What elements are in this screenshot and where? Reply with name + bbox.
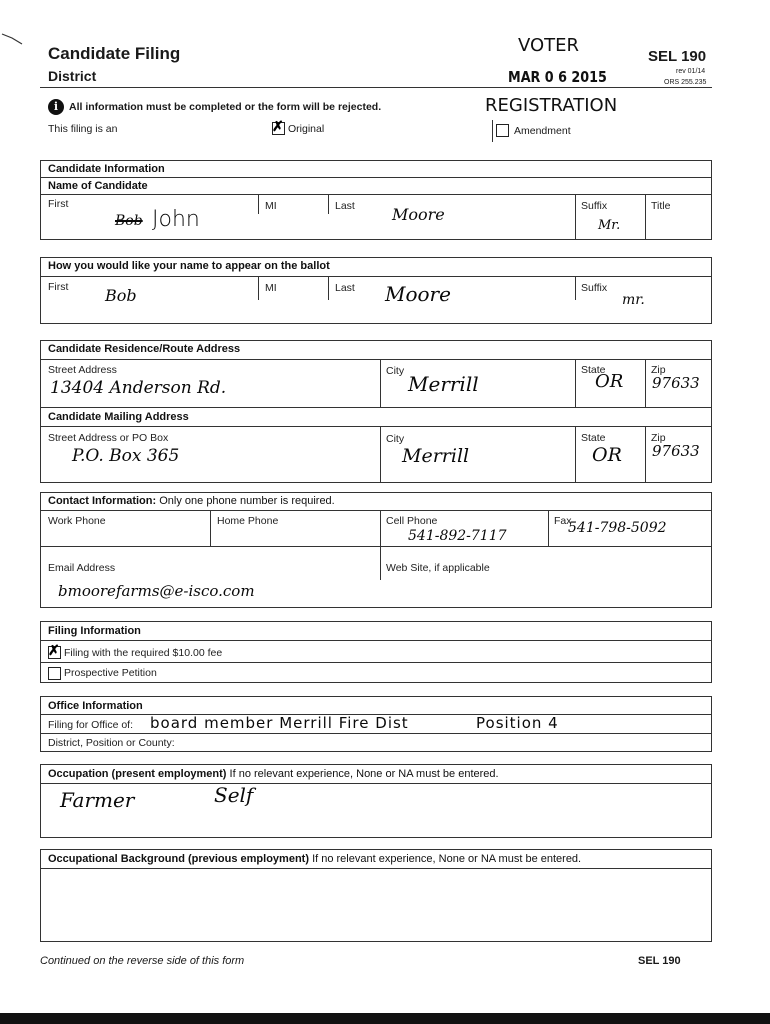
original-label: Original (288, 123, 325, 135)
mailing-city[interactable]: Merrill (402, 445, 470, 467)
bottom-scan-edge (0, 1013, 770, 1024)
amendment-checkbox[interactable] (496, 124, 509, 137)
fee-checkbox[interactable] (48, 646, 61, 659)
candidate-last-name[interactable]: Moore (392, 205, 445, 224)
name-of-candidate-heading: Name of Candidate (48, 180, 148, 192)
occupation-value[interactable]: Farmer (60, 788, 135, 812)
continued-note: Continued on the reverse side of this form (40, 955, 245, 967)
petition-checkbox[interactable] (48, 667, 61, 680)
mailing-zip[interactable]: 97633 (652, 442, 700, 460)
residence-city[interactable]: Merrill (408, 372, 479, 396)
stamp-registration: REGISTRATION (485, 95, 618, 116)
candidate-first-name[interactable]: John (152, 207, 200, 232)
footer-code: SEL 190 (638, 955, 681, 967)
mailing-state[interactable]: OR (592, 444, 622, 466)
filing-info-heading: Filing Information (48, 625, 141, 637)
notice-text: All information must be completed or the form will be rejected. (69, 101, 382, 113)
residence-state[interactable]: OR (595, 371, 624, 392)
office-info-heading: Office Information (48, 700, 143, 712)
title-underline (40, 87, 712, 88)
form-ors: ORS 255.235 (664, 79, 707, 86)
form-title: Candidate Filing (48, 44, 181, 63)
stamp-voter: VOTER (518, 35, 580, 56)
corner-mark (0, 28, 30, 46)
ballot-last-name[interactable]: Moore (385, 282, 451, 306)
candidate-suffix[interactable]: Mr. (598, 218, 621, 233)
mailing-street[interactable]: P.O. Box 365 (72, 446, 180, 466)
fax-value[interactable]: 541-798-5092 (568, 520, 667, 536)
email-value[interactable]: bmoorefarms@e-isco.com (58, 582, 255, 600)
original-checkbox[interactable] (272, 122, 285, 135)
candidate-info-heading: Candidate Information (48, 163, 165, 175)
background-heading: Occupational Background (previous employment) If no relevant experience, None or NA must be entered. (48, 853, 582, 865)
contact-heading: Contact Information: Only one phone number is required. (48, 495, 335, 507)
cell-phone-value[interactable]: 541-892-7117 (408, 528, 507, 544)
petition-label: Prospective Petition (64, 667, 157, 679)
filing-is-label: This filing is an (48, 123, 118, 135)
form-rev: rev 01/14 (676, 68, 706, 75)
ballot-name-heading: How you would like your name to appear on the ballot (48, 260, 330, 272)
mailing-heading: Candidate Mailing Address (48, 411, 189, 423)
residence-heading: Candidate Residence/Route Address (48, 343, 241, 355)
ballot-first-name[interactable]: Bob (105, 286, 137, 305)
candidate-first-struck[interactable]: Bob (115, 213, 143, 229)
ballot-suffix[interactable]: mr. (622, 292, 645, 308)
fee-label: Filing with the required $10.00 fee (64, 647, 223, 659)
residence-zip[interactable]: 97633 (652, 374, 700, 392)
form-code: SEL 190 (648, 48, 707, 65)
occupation-heading: Occupation (present employment) If no relevant experience, None or NA must be entered. (48, 768, 499, 780)
employer-value[interactable]: Self (214, 783, 254, 807)
residence-street[interactable]: 13404 Anderson Rd. (50, 378, 227, 398)
position-value[interactable]: Position 4 (476, 714, 559, 732)
stamp-date: MAR 0 6 2015 (508, 68, 607, 86)
info-icon: i (48, 99, 64, 115)
amendment-label: Amendment (514, 125, 571, 137)
form-subtitle: District (48, 68, 97, 84)
filing-for-office-value[interactable]: board member Merrill Fire Dist (150, 714, 409, 732)
